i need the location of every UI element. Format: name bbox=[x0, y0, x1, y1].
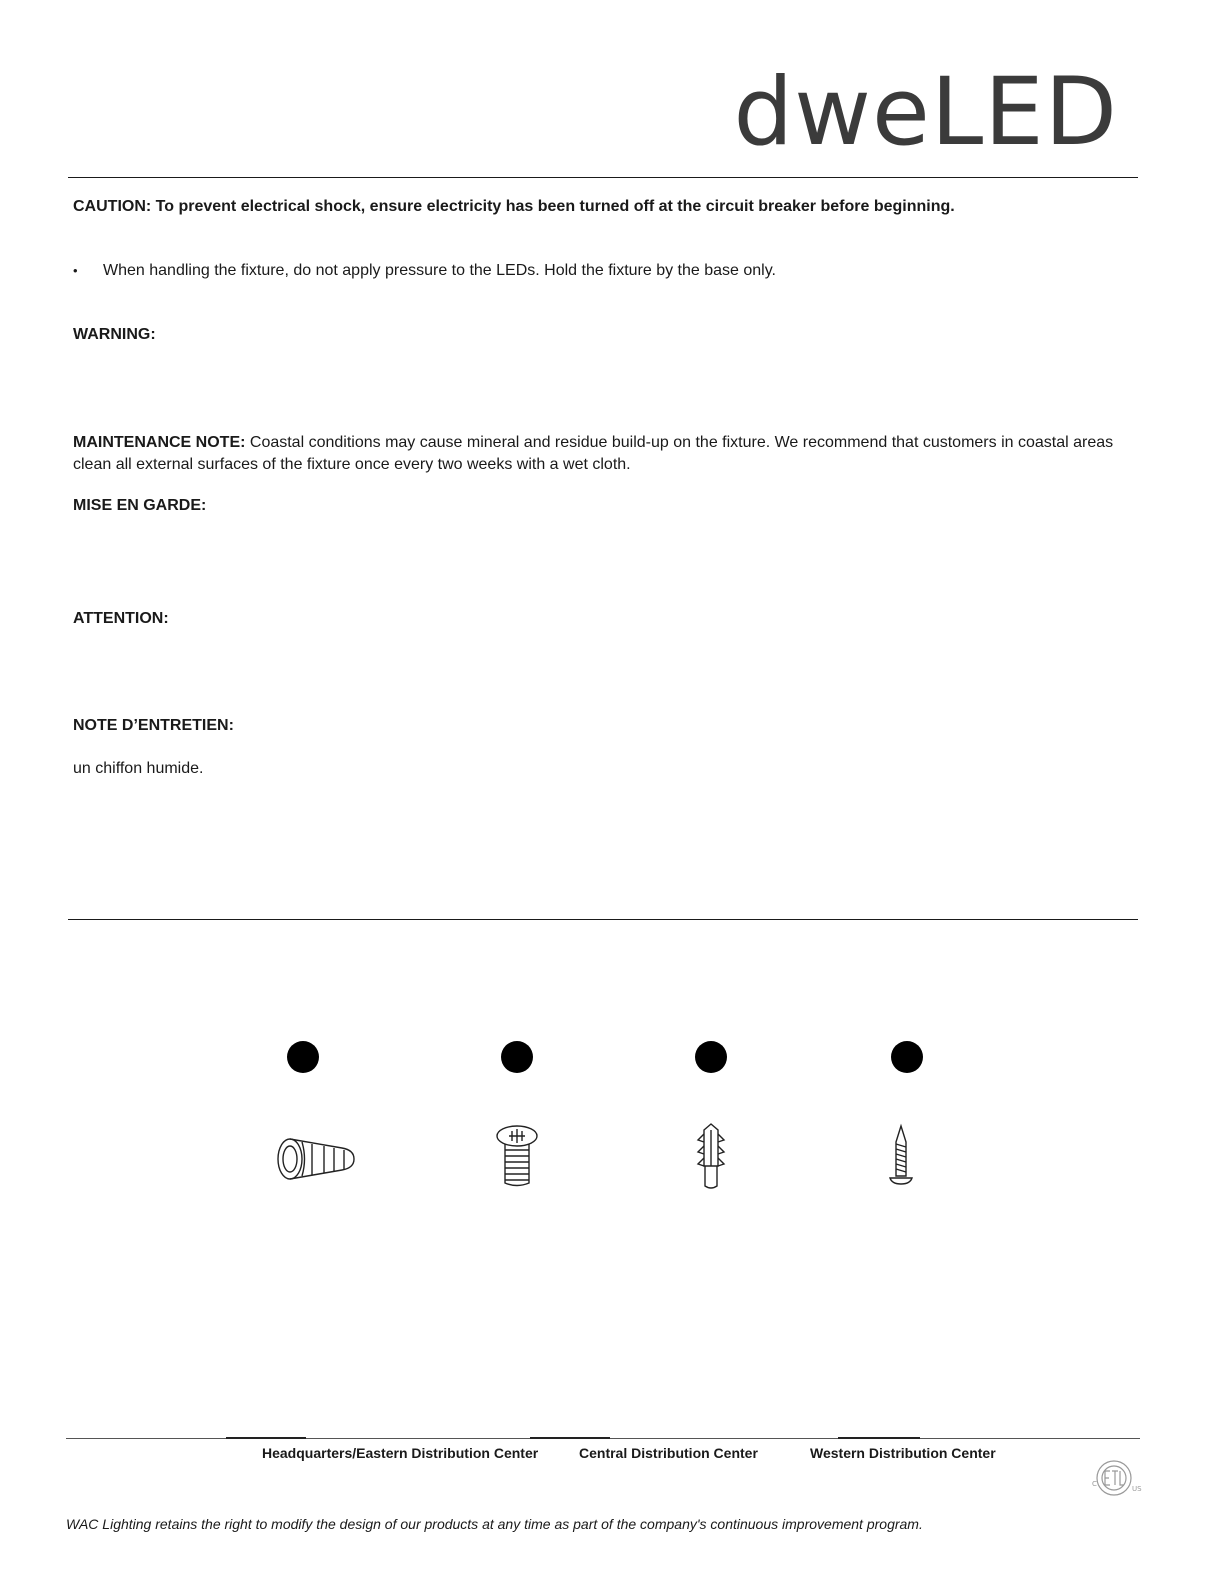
bullet-dot: • bbox=[73, 263, 78, 278]
part-marker-4 bbox=[891, 1041, 923, 1073]
part-marker-1 bbox=[287, 1041, 319, 1073]
western-center-label: Western Distribution Center bbox=[810, 1445, 996, 1461]
note-entretien-heading: NOTE D’ENTRETIEN: bbox=[73, 717, 234, 734]
maintenance-label: MAINTENANCE NOTE: bbox=[73, 434, 246, 451]
svg-text:C: C bbox=[1092, 1480, 1097, 1488]
mounting-screw-icon bbox=[472, 1120, 562, 1200]
note-entretien-text: un chiffon humide. bbox=[73, 760, 204, 777]
footer-accent-2 bbox=[530, 1437, 610, 1439]
hq-center-label: Headquarters/Eastern Distribution Center bbox=[262, 1445, 539, 1461]
wood-screw-icon bbox=[856, 1120, 946, 1200]
parts-divider bbox=[68, 919, 1138, 920]
handling-bullet bbox=[73, 262, 776, 280]
part-marker-2 bbox=[501, 1041, 533, 1073]
header-divider bbox=[68, 177, 1138, 178]
part-marker-3 bbox=[695, 1041, 727, 1073]
maintenance-note bbox=[73, 432, 1133, 476]
etl-listed-icon bbox=[1086, 1456, 1146, 1500]
caution-statement: CAUTION: To prevent electrical shock, ensure electricity has been turned off at the circuit breaker before beginning. bbox=[73, 198, 955, 215]
footer-accent-3 bbox=[838, 1437, 920, 1439]
attention-heading: ATTENTION: bbox=[73, 610, 169, 627]
wall-anchor-icon bbox=[666, 1120, 756, 1200]
warning-heading: WARNING: bbox=[73, 326, 156, 343]
maintenance-text: Coastal conditions may cause mineral and residue build-up on the fixture. We recommend that customers in coastal areas clean all external surfaces of the fixture once every two weeks with a wet cloth. bbox=[73, 434, 1114, 473]
wire-nut-icon bbox=[272, 1120, 362, 1200]
bullet-text: When handling the fixture, do not apply pressure to the LEDs. Hold the fixture by the base only. bbox=[103, 262, 776, 279]
central-center-label: Central Distribution Center bbox=[579, 1445, 758, 1461]
brand-logo: dweLED bbox=[733, 58, 1118, 167]
disclaimer: WAC Lighting retains the right to modify the design of our products at any time as part of the company's continuous improvement program. bbox=[66, 1516, 923, 1532]
svg-text:US: US bbox=[1132, 1485, 1142, 1493]
mise-en-garde-heading: MISE EN GARDE: bbox=[73, 497, 207, 514]
footer-accent-1 bbox=[226, 1437, 306, 1439]
